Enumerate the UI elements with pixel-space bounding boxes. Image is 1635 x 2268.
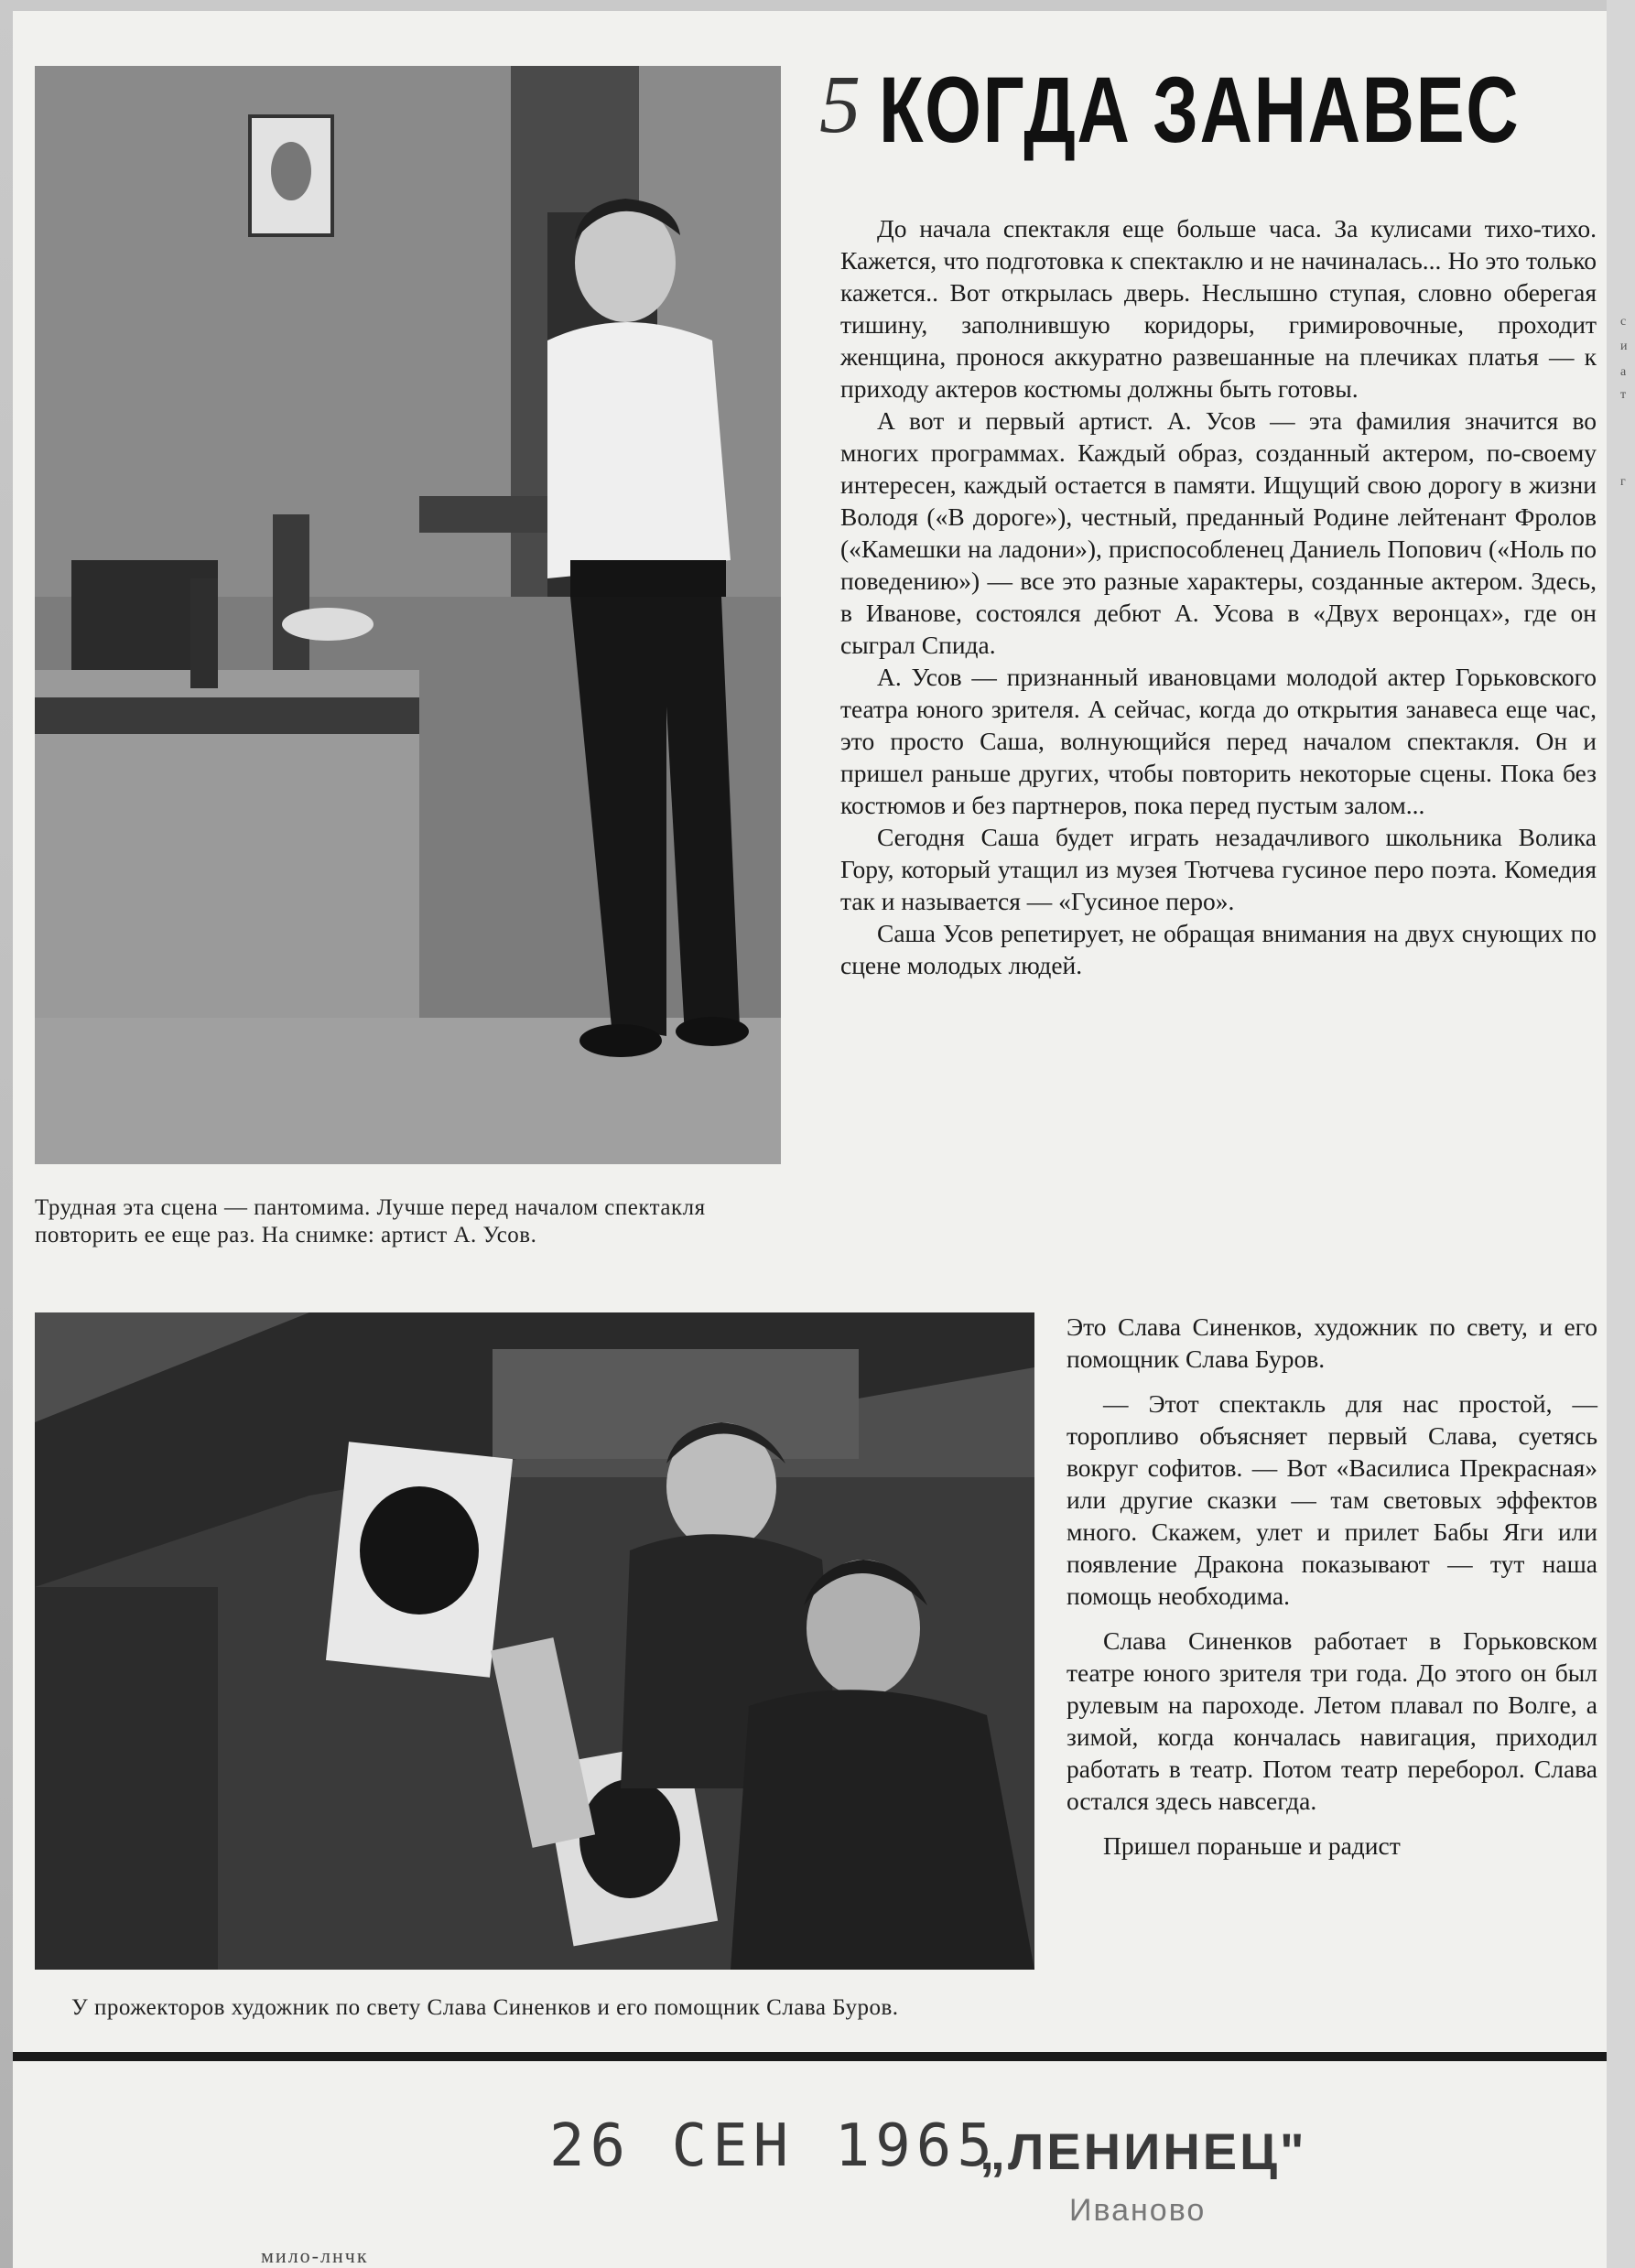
edge-bleed-char: и (1620, 340, 1628, 353)
edge-bleed-char: г (1620, 475, 1626, 489)
article-paragraph: Пришел пораньше и радист (1103, 1831, 1401, 1860)
photo-actor-usov (35, 66, 781, 1164)
edge-bleed-char: т (1620, 388, 1627, 402)
article-headline: КОГДА ЗАНАВЕС (879, 58, 1521, 162)
bottom-bleed-text: мило-лнчк (261, 2244, 369, 2267)
article-column-lower (1067, 1311, 1597, 1862)
article-paragraph: Это Слава Синенков, художник по свету, и его помощник Слава Буров. (1067, 1312, 1597, 1373)
article-column-upper (840, 212, 1597, 981)
article-paragraph: Сегодня Саша будет играть незадачливого школьника Волика Гору, который утащил из музея Тютчева гусиное перо поэта. Комедия так и называется — «Гусиное перо». (840, 823, 1597, 915)
archive-stamp-city: Иваново (1069, 2193, 1207, 2228)
photo-actor-usov-image (35, 66, 781, 1164)
photo-caption-2: У прожекторов художник по свету Слава Синенков и его помощник Слава Буров. (71, 1995, 899, 2020)
article-paragraph: А. Усов — признанный ивановцами молодой актер Горьковского театра юного зрителя. А сейчас, когда до открытия занавеса еще час, это просто Саша, волнующийся перед началом спектакля. Он и пришел раньше других, чтобы повторить некоторые сцены. Пока без костюмов и без партнеров, пока перед пустым залом... (840, 663, 1597, 819)
photo-lighting-crew (35, 1312, 1034, 1970)
edge-bleed-char: с (1620, 315, 1627, 329)
fold-line (13, 2052, 1619, 2061)
pencil-mark: 5 (819, 59, 861, 150)
archive-stamp-newspaper: „ЛЕНИНЕЦ" (980, 2122, 1307, 2180)
article-paragraph: — Этот спектакль для нас простой, — торопливо объясняет первый Слава, суетясь вокруг софитов. — Вот «Василиса Прекрасная» или другие сказки — там световых эффектов много. Скажем, улет и прилет Бабы Яги или появление Дракона показывают — тут наша помощь необходима. (1067, 1389, 1597, 1610)
article-paragraph: Саша Усов репетирует, не обращая внимания на двух снующих по сцене молодых людей. (840, 919, 1597, 979)
article-paragraph: Слава Синенков работает в Горьковском театре юного зрителя три года. До этого он был рулевым на пароходе. Летом плавал по Волге, а зимой, когда кончалась навигация, приходил работать в театр. Потом театр переборол. Слава остался здесь навсегда. (1067, 1626, 1597, 1815)
photo-lighting-crew-image (35, 1312, 1034, 1970)
photo-caption-1: Трудная эта сцена — пантомима. Лучше перед началом спектакля повторить ее еще раз. На снимке: артист А. Усов. (35, 1195, 706, 1247)
article-paragraph: До начала спектакля еще больше часа. За кулисами тихо-тихо. Кажется, что подготовка к спектаклю и не начиналась... Но это только кажется.. Вот открылась дверь. Неслышно ступая, словно оберегая тишину, заполнившую коридоры, гримировочные, проходит женщина, пронося аккуратно развешанные на плечиках платья — к приходу актеров костюмы должны быть готовы. (840, 214, 1597, 403)
article-paragraph: А вот и первый артист. А. Усов — эта фамилия значится во многих программах. Каждый образ, созданный актером, по-своему интересен, каждый остается в памяти. Ищущий свою дорогу в жизни Володя («В дороге»), честный, преданный Родине лейтенант Фролов («Камешки на ладони»), приспособленец Даниель Попович («Ноль по поведению») — все это разные характеры, созданные актером. Здесь, в Иванове, состоялся дебют А. Усова в «Двух веронцах», где он сыграл Спида. (840, 406, 1597, 659)
edge-bleed-char: а (1620, 365, 1627, 379)
archive-stamp-date: 26 СЕН 1965 (549, 2112, 998, 2180)
